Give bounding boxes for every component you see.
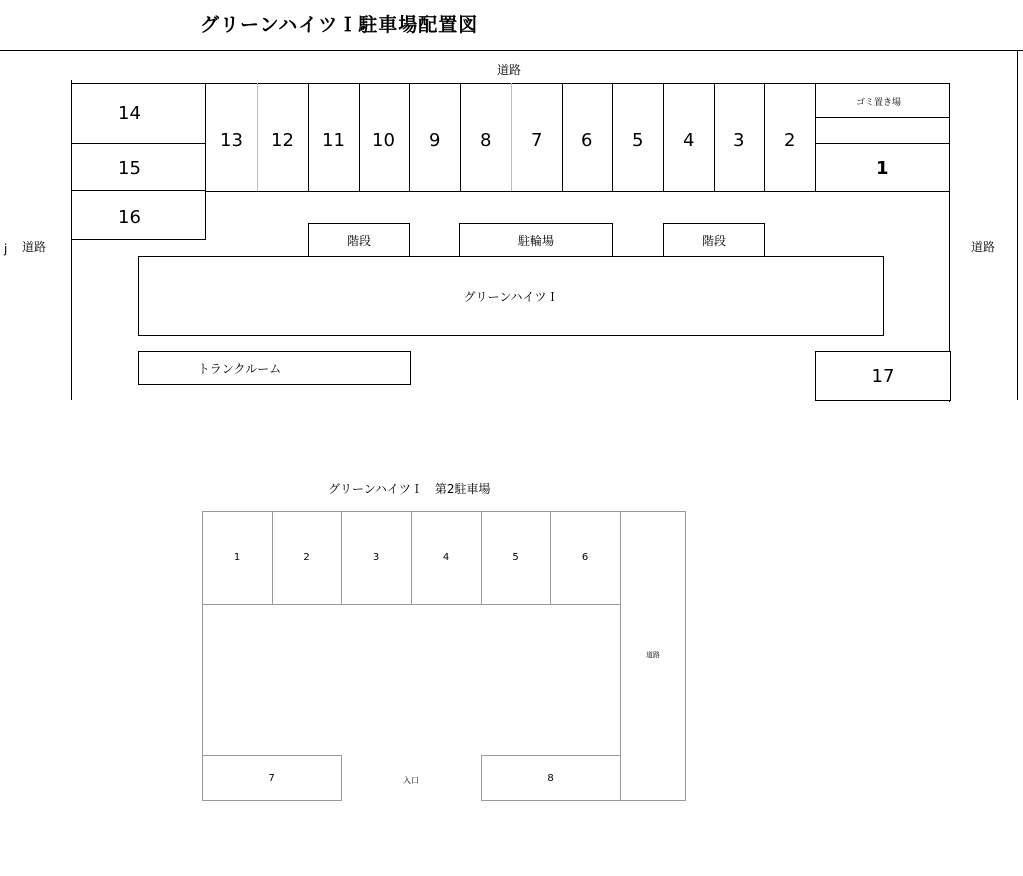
bicycle-parking-label: 駐輪場 <box>517 233 554 248</box>
lot-2-slot-1: 1 <box>233 552 241 563</box>
slot-9: 9 <box>429 130 441 151</box>
slot-16: 16 <box>118 207 141 228</box>
slot-8: 8 <box>480 130 492 151</box>
slot-12: 12 <box>271 130 294 151</box>
slot-13: 13 <box>220 130 243 151</box>
building-label: グリーンハイツＩ <box>463 289 559 304</box>
lot-2-entrance-label: 入口 <box>403 775 419 785</box>
slot-7: 7 <box>531 130 543 151</box>
road-top-label: 道路 <box>497 63 522 77</box>
slot-divider <box>663 83 664 191</box>
trunk-room-label: トランクルーム <box>197 361 282 376</box>
slot-divider <box>764 83 765 191</box>
page-title: グリーンハイツＩ駐車場配置図 <box>200 14 479 36</box>
road-left-label: 道路 <box>22 240 47 254</box>
edge-fragment: j <box>4 242 8 256</box>
lot-2-slot-6: 6 <box>581 552 589 563</box>
row-bottom-line <box>205 191 950 192</box>
slot-3: 3 <box>733 130 745 151</box>
left-road-edge <box>71 80 72 400</box>
lot-2-slot-2: 2 <box>303 552 310 563</box>
stairs-right-box <box>663 223 765 257</box>
slot-divider <box>359 83 360 191</box>
slot-17: 17 <box>871 365 895 387</box>
slot-14-15-divider <box>71 143 206 144</box>
lot-2-slot-3: 3 <box>372 552 380 563</box>
stairs-left-label: 階段 <box>346 233 371 248</box>
lot-2-entrance-gap <box>342 800 481 801</box>
lot-2-slot-8: 8 <box>547 772 554 784</box>
lot-2-slot-4: 4 <box>442 552 450 563</box>
slot-divider <box>409 83 410 191</box>
slot-divider <box>257 83 258 191</box>
slot-11: 11 <box>322 130 345 151</box>
trunk-room-box <box>138 351 411 385</box>
slot-divider <box>460 83 461 191</box>
slot-15-16-divider <box>71 190 206 191</box>
slot-divider <box>714 83 715 191</box>
slot-1: 1 <box>876 158 889 179</box>
garbage-bottom <box>815 117 950 118</box>
slot-14: 14 <box>118 103 141 124</box>
slot-10: 10 <box>372 130 395 151</box>
slot-divider <box>815 83 816 191</box>
slot-5: 5 <box>632 130 644 151</box>
slot-divider <box>562 83 563 191</box>
building-box <box>138 256 884 336</box>
top-boundary-line <box>0 50 1023 51</box>
slot-divider <box>308 83 309 191</box>
stairs-right-label: 階段 <box>701 233 726 248</box>
slot-4: 4 <box>683 130 695 151</box>
road-right-label: 道路 <box>971 240 996 254</box>
stairs-left-box <box>308 223 410 257</box>
slot-2: 2 <box>784 130 796 151</box>
slot-1-top <box>815 143 950 144</box>
right-outer-edge <box>1017 50 1018 400</box>
slot-15: 15 <box>118 158 141 179</box>
lot-2-slot-7: 7 <box>268 772 275 784</box>
slot-divider <box>511 83 512 191</box>
slot-17-box <box>815 351 951 401</box>
lot-2-road-label: 道路 <box>646 651 660 659</box>
bicycle-parking-box <box>459 223 613 257</box>
slot-divider <box>612 83 613 191</box>
slot-16-right <box>205 83 206 239</box>
garbage-area-label: ゴミ置き場 <box>856 98 902 108</box>
lot-2-title: グリーンハイツＩ 第2駐車場 <box>328 482 491 496</box>
slot-16-bottom <box>71 239 206 240</box>
slot-6: 6 <box>581 130 593 151</box>
lot-2-slot-5: 5 <box>512 552 519 563</box>
